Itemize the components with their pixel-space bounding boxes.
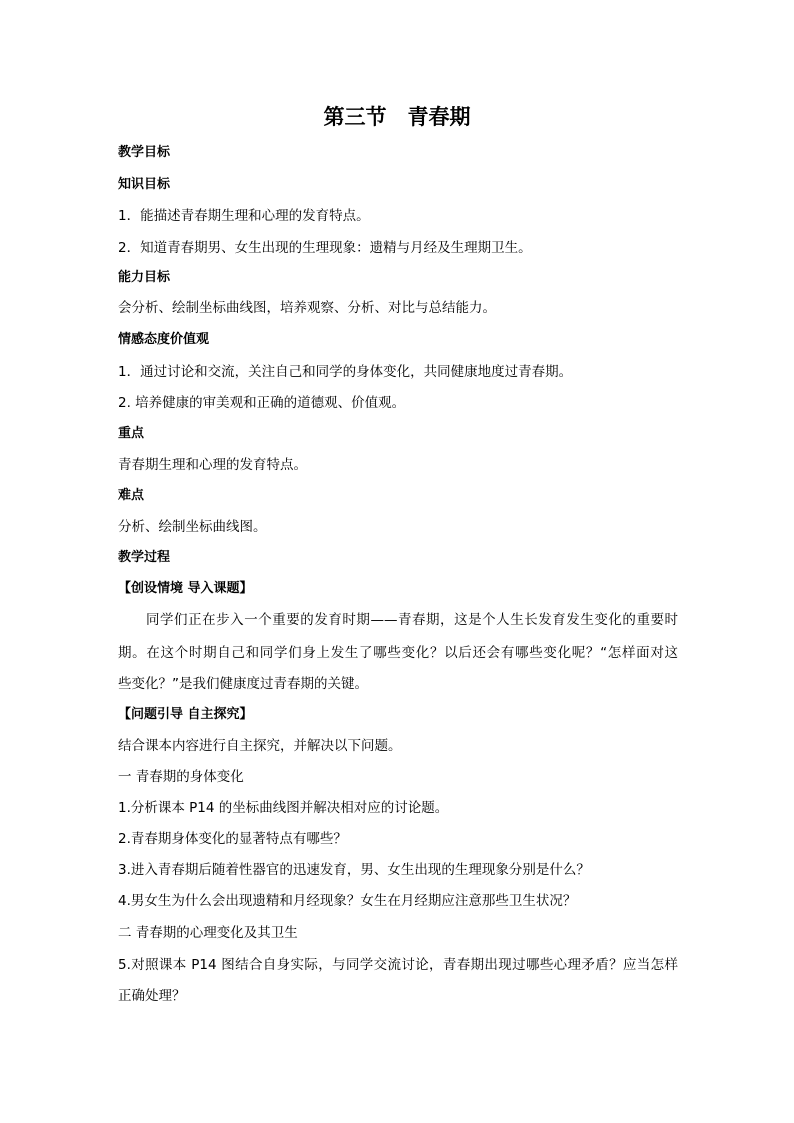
section-2-heading: 二 青春期的心理变化及其卫生 [118, 925, 298, 941]
ability-objective: 会分析、绘制坐标曲线图，培养观察、分析、对比与总结能力。 [118, 300, 496, 316]
intro-paragraph-line-2: 期。在这个时期自己和同学们身上发生了哪些变化？以后还会有哪些变化呢？“怎样面对这 [118, 645, 678, 661]
heading-teaching-objectives: 教学目标 [118, 145, 171, 160]
instruction-text: 结合课本内容进行自主探究，并解决以下问题。 [118, 738, 402, 754]
question-4: 4.男女生为什么会出现遗精和月经现象？女生在月经期应注意那些卫生状况？ [118, 893, 577, 909]
heading-scenario-intro: 【创设情境 导入课题】 [118, 581, 253, 596]
question-3: 3.进入青春期后随着性器官的迅速发育，男、女生出现的生理现象分别是什么？ [118, 862, 590, 878]
heading-teaching-process: 教学过程 [118, 550, 171, 565]
intro-paragraph-line-3: 些变化？”是我们健康度过青春期的关键。 [118, 676, 368, 692]
intro-paragraph-line-1: 同学们正在步入一个重要的发育时期——青春期，这是个人生长发育发生变化的重要时 [146, 612, 678, 628]
emotion-objective-2: 2. 培养健康的审美观和正确的道德观、价值观。 [118, 395, 406, 411]
difficulty-text: 分析、绘制坐标曲线图。 [118, 519, 267, 535]
heading-emotion-values: 情感态度价值观 [118, 332, 210, 347]
question-1: 1.分析课本 P14 的坐标曲线图并解决相对应的讨论题。 [118, 800, 449, 816]
question-2: 2.青春期身体变化的显著特点有哪些？ [118, 831, 347, 847]
heading-knowledge-objectives: 知识目标 [118, 177, 171, 192]
page-title: 第三节 青春期 [323, 104, 471, 129]
section-1-heading: 一 青春期的身体变化 [118, 769, 244, 785]
heading-difficulty: 难点 [118, 488, 145, 503]
key-point-text: 青春期生理和心理的发育特点。 [118, 457, 307, 473]
knowledge-objective-2: 2．知道青春期男、女生出现的生理现象：遗精与月经及生理期卫生。 [118, 240, 532, 256]
emotion-objective-1: 1．通过讨论和交流，关注自己和同学的身体变化，共同健康地度过青春期。 [118, 364, 573, 380]
heading-key-point: 重点 [118, 426, 145, 441]
heading-ability-objectives: 能力目标 [118, 270, 171, 285]
knowledge-objective-1: 1．能描述青春期生理和心理的发育特点。 [118, 208, 370, 224]
question-5-line-1: 5.对照课本 P14 图结合自身实际，与同学交流讨论，青春期出现过哪些心理矛盾？应当怎样 [118, 957, 678, 973]
question-5-line-2: 正确处理？ [118, 988, 186, 1004]
heading-problem-guide: 【问题引导 自主探究】 [118, 707, 253, 722]
